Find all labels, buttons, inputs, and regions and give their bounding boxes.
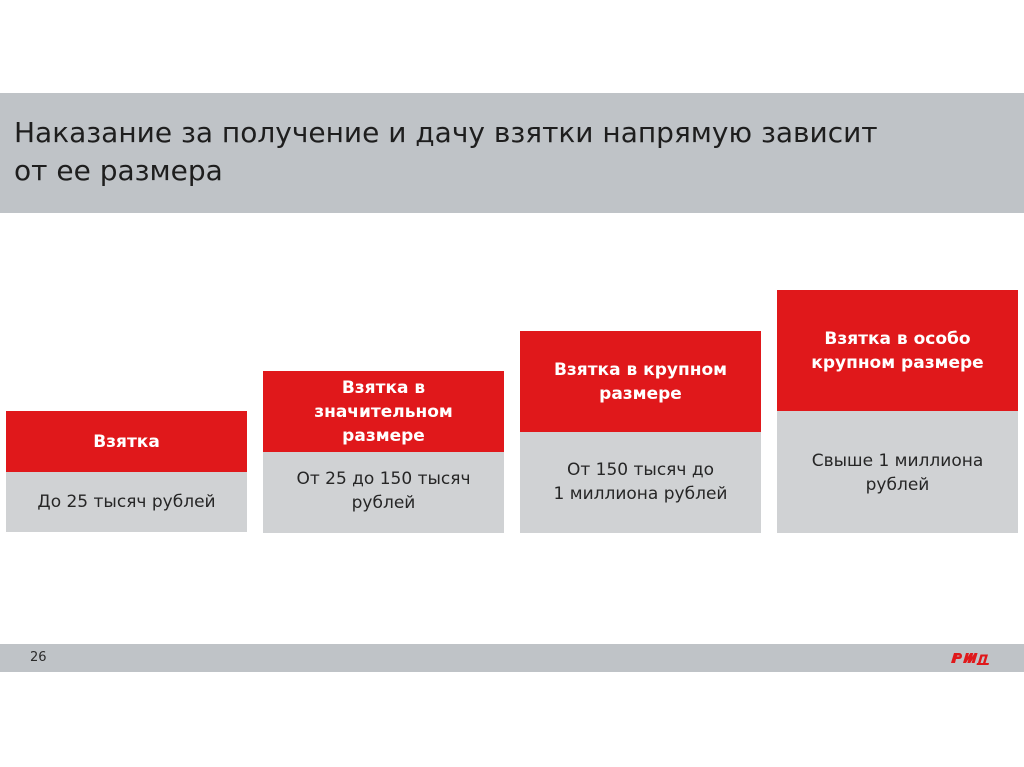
step-amount: От 150 тысяч до 1 миллиона рублей bbox=[520, 432, 761, 533]
step-header: Взятка в значительном размере bbox=[263, 371, 504, 452]
step-especially-large-bribe bbox=[777, 290, 1018, 533]
step-header: Взятка bbox=[6, 411, 247, 472]
step-significant-bribe bbox=[263, 371, 504, 533]
slide-title: Наказание за получение и дачу взятки напрямую зависит от ее размера bbox=[14, 116, 878, 187]
step-amount: До 25 тысяч рублей bbox=[6, 472, 247, 532]
step-large-bribe bbox=[520, 331, 761, 533]
step-amount: От 25 до 150 тысяч рублей bbox=[263, 452, 504, 533]
page-number: 26 bbox=[30, 650, 47, 665]
step-header: Взятка в особо крупном размере bbox=[777, 290, 1018, 411]
footer-band bbox=[0, 644, 1024, 672]
step-bribe bbox=[6, 411, 247, 532]
step-header: Взятка в крупном размере bbox=[520, 331, 761, 432]
step-amount: Свыше 1 миллиона рублей bbox=[777, 411, 1018, 533]
rzd-logo-icon bbox=[948, 649, 994, 667]
